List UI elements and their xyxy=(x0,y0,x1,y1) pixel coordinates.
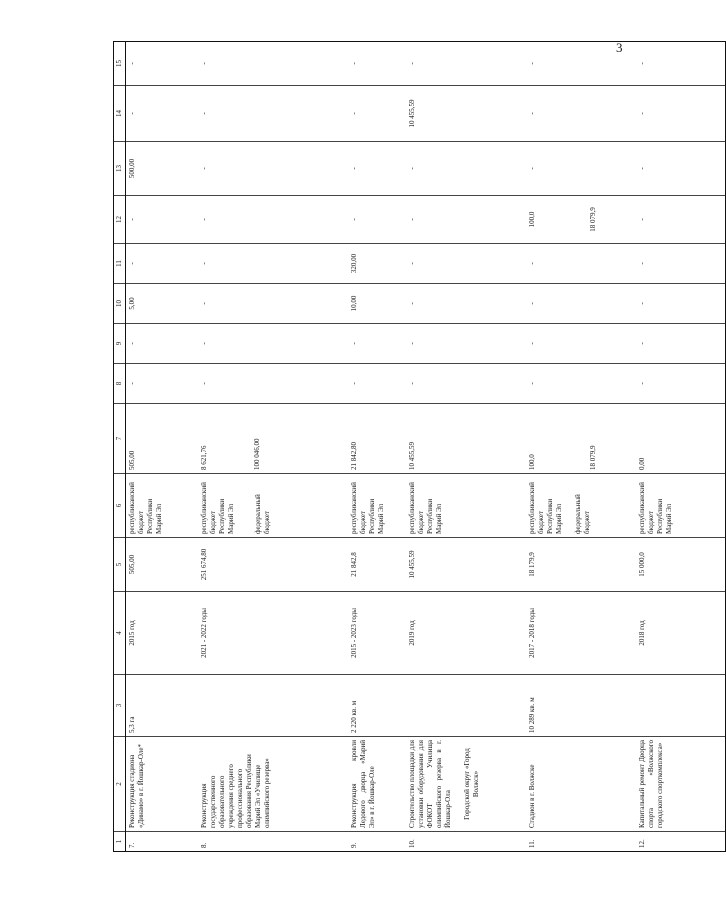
capacity: 10 289 кв. м xyxy=(526,675,636,737)
object-name: Стадион в г. Волжске xyxy=(526,737,636,832)
period: 2021 - 2022 годы xyxy=(198,592,348,675)
funding-source: республиканский бюджет Республики Марий Эл xyxy=(527,482,563,534)
header-cell: 12 xyxy=(114,196,126,244)
year-values xyxy=(526,196,636,244)
table-row xyxy=(126,42,198,852)
year-value: 100,0 xyxy=(527,211,536,228)
header-cell: 8 xyxy=(114,364,126,404)
year-value: - xyxy=(348,86,406,142)
year-value: - xyxy=(198,364,348,404)
object-name: Реконструкция кровли Ледового дворца «Марий Эл» в г. Йошкар-Оле xyxy=(348,737,406,832)
table-row xyxy=(348,42,406,852)
year-value: - xyxy=(406,244,526,284)
year-value: - xyxy=(198,42,348,86)
year-value: - xyxy=(348,196,406,244)
table-row xyxy=(406,42,526,852)
year-value: - xyxy=(126,42,198,86)
year-value: - xyxy=(348,142,406,196)
year-value: - xyxy=(526,364,636,404)
year-value: - xyxy=(636,324,726,364)
year-value: - xyxy=(636,196,726,244)
total-cost: 505,00 xyxy=(126,538,198,592)
period: 2019 год xyxy=(406,592,526,675)
funding-amounts xyxy=(198,404,348,474)
funding-source: федеральный бюджет xyxy=(573,494,592,534)
year-value: - xyxy=(636,142,726,196)
year-value: - xyxy=(526,324,636,364)
year-value: - xyxy=(198,284,348,324)
year-value: - xyxy=(348,324,406,364)
total-cost: 251 674,80 xyxy=(198,538,348,592)
year-value: - xyxy=(406,284,526,324)
budget-table xyxy=(113,41,726,852)
object-name: Реконструкция стадиона «Динамо» в г. Йошкар-Оле* xyxy=(126,737,198,832)
header-cell: 13 xyxy=(114,142,126,196)
period: 2015 - 2023 годы xyxy=(348,592,406,675)
funding-amount: 10 455,59 xyxy=(406,404,526,474)
capacity xyxy=(198,675,348,737)
object-name: Строительство площадки для установки оборудования для ФОКОТ Училища олимпийского резерва в г. Йошкар-Ола xyxy=(407,740,452,828)
total-cost: 15 000,0 xyxy=(636,538,726,592)
budget-table-container xyxy=(113,42,673,852)
row-number: 12. xyxy=(636,832,726,852)
header-cell: 5 xyxy=(114,538,126,592)
year-value: - xyxy=(348,364,406,404)
year-value: - xyxy=(406,142,526,196)
year-value: - xyxy=(348,42,406,86)
object-name-cell xyxy=(406,737,526,832)
table-row xyxy=(526,42,636,852)
year-value: - xyxy=(406,364,526,404)
funding-amount: 100,0 xyxy=(527,454,536,470)
header-cell: 15 xyxy=(114,42,126,86)
funding-amount: 18 079,9 xyxy=(588,445,597,470)
header-cell: 6 xyxy=(114,474,126,538)
object-name: Капитальный ремонт Дворца спорта «Волжского городского спорткомплекса» xyxy=(636,737,726,832)
header-cell: 10 xyxy=(114,284,126,324)
year-value: - xyxy=(126,196,198,244)
capacity xyxy=(406,675,526,737)
row-number: 7. xyxy=(126,832,198,852)
year-value: - xyxy=(636,42,726,86)
capacity: 5,3 га xyxy=(126,675,198,737)
year-value: - xyxy=(526,284,636,324)
funding-amount: 100 046,00 xyxy=(252,438,261,470)
period: 2017 - 2018 годы xyxy=(526,592,636,675)
year-value: - xyxy=(526,42,636,86)
year-value: - xyxy=(198,142,348,196)
row-number: 11. xyxy=(526,832,636,852)
year-value: - xyxy=(406,196,526,244)
year-value: - xyxy=(406,324,526,364)
header-cell: 11 xyxy=(114,244,126,284)
total-cost: 21 842,8 xyxy=(348,538,406,592)
year-value: - xyxy=(198,324,348,364)
year-value: - xyxy=(636,364,726,404)
total-cost: 18 179,9 xyxy=(526,538,636,592)
year-value: 10,00 xyxy=(348,284,406,324)
row-number: 10. xyxy=(406,832,526,852)
total-cost: 10 455,59 xyxy=(406,538,526,592)
funding-source: республиканский бюджет Республики Марий Эл xyxy=(406,474,526,538)
header-cell: 1 xyxy=(114,832,126,852)
year-value: - xyxy=(126,244,198,284)
year-value: 500,00 xyxy=(126,142,198,196)
capacity: 2 220 кв. м xyxy=(348,675,406,737)
year-value: 10 455,59 xyxy=(406,86,526,142)
funding-amounts xyxy=(526,404,636,474)
funding-amount: 21 842,80 xyxy=(348,404,406,474)
header-cell: 2 xyxy=(114,737,126,832)
row-number: 9. xyxy=(348,832,406,852)
table-row xyxy=(636,42,726,852)
funding-sources xyxy=(198,474,348,538)
year-value: - xyxy=(126,364,198,404)
funding-source: федеральный бюджет xyxy=(253,494,272,534)
header-cell: 7 xyxy=(114,404,126,474)
district-heading: Городской округ «Город Волжск» xyxy=(463,748,481,820)
header-cell: 3 xyxy=(114,675,126,737)
year-value: - xyxy=(198,196,348,244)
year-value: - xyxy=(406,42,526,86)
table-row xyxy=(198,42,348,852)
year-value: - xyxy=(198,86,348,142)
year-value: 18 079,9 xyxy=(588,207,597,232)
year-value: - xyxy=(636,86,726,142)
year-value: - xyxy=(636,244,726,284)
year-value: 320,00 xyxy=(348,244,406,284)
funding-source: республиканский бюджет Республики Марий Эл xyxy=(636,474,726,538)
funding-sources xyxy=(526,474,636,538)
year-value: 5,00 xyxy=(126,284,198,324)
page-number: 3 xyxy=(616,40,623,55)
year-value: - xyxy=(126,324,198,364)
funding-amount: 505,00 xyxy=(126,404,198,474)
object-name: Реконструкция государственного образовательного учреждения среднего профессионального образования Республики Марий Эл «Училище олимпийского резерва» xyxy=(198,737,348,832)
header-cell: 14 xyxy=(114,86,126,142)
year-value: - xyxy=(526,244,636,284)
row-number: 8. xyxy=(198,832,348,852)
capacity xyxy=(636,675,726,737)
header-cell: 4 xyxy=(114,592,126,675)
year-value: - xyxy=(636,284,726,324)
funding-amount: 8 621,76 xyxy=(199,445,208,470)
year-value: - xyxy=(126,86,198,142)
funding-source: республиканский бюджет Республики Марий Эл xyxy=(126,474,198,538)
funding-source: республиканский бюджет Республики Марий Эл xyxy=(348,474,406,538)
year-value: - xyxy=(526,86,636,142)
period: 2018 год xyxy=(636,592,726,675)
year-value: - xyxy=(198,244,348,284)
period: 2015 год xyxy=(126,592,198,675)
header-cell: 9 xyxy=(114,324,126,364)
year-value: - xyxy=(526,142,636,196)
funding-source: республиканский бюджет Республики Марий Эл xyxy=(199,482,235,534)
funding-amount: 0,00 xyxy=(636,404,726,474)
header-row xyxy=(114,42,126,852)
